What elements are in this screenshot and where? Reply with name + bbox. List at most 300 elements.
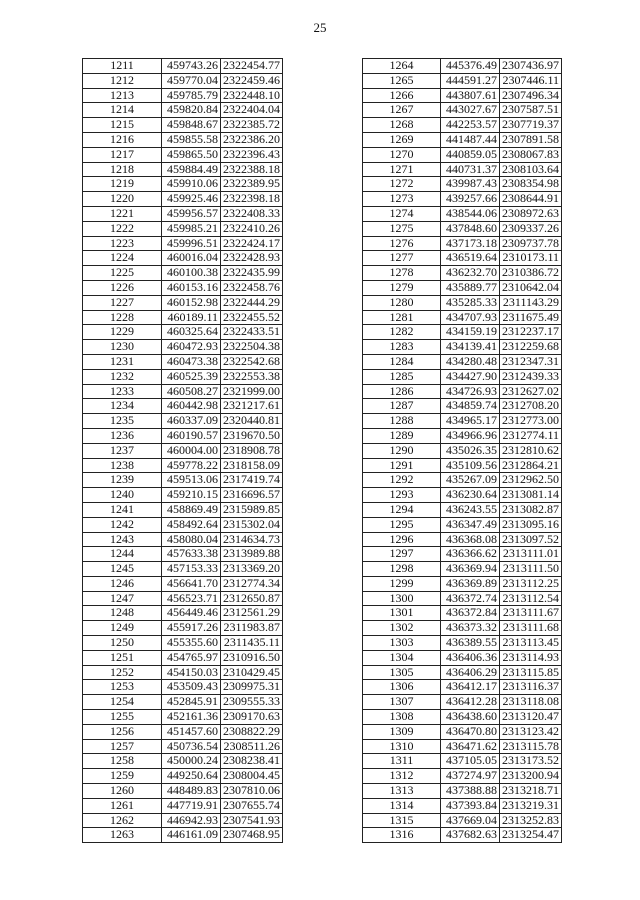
point-number-cell: 1226 xyxy=(83,280,162,295)
table-row xyxy=(83,828,283,843)
coordinate-table-left xyxy=(82,58,283,843)
y-coordinate-cell: 2322398.18 xyxy=(221,192,283,207)
y-coordinate-cell: 2313112.25 xyxy=(500,576,562,591)
y-coordinate-cell: 2313173.52 xyxy=(500,754,562,769)
y-coordinate-cell: 2313111.01 xyxy=(500,547,562,562)
point-number-cell: 1213 xyxy=(83,88,162,103)
point-number-cell: 1286 xyxy=(363,384,441,399)
y-coordinate-cell: 2312810.62 xyxy=(500,443,562,458)
point-number-cell: 1215 xyxy=(83,118,162,133)
y-coordinate-cell: 2322424.17 xyxy=(221,236,283,251)
table-row xyxy=(83,73,283,88)
y-coordinate-cell: 2312962.50 xyxy=(500,473,562,488)
table-row xyxy=(83,695,283,710)
point-number-cell: 1231 xyxy=(83,354,162,369)
table-row xyxy=(363,784,562,799)
y-coordinate-cell: 2322389.95 xyxy=(221,177,283,192)
x-coordinate-cell: 450000.24 xyxy=(162,754,221,769)
table-row xyxy=(83,443,283,458)
point-number-cell: 1276 xyxy=(363,236,441,251)
point-number-cell: 1289 xyxy=(363,428,441,443)
point-number-cell: 1225 xyxy=(83,266,162,281)
table-row xyxy=(363,236,562,251)
point-number-cell: 1251 xyxy=(83,650,162,665)
x-coordinate-cell: 434139.41 xyxy=(441,340,500,355)
y-coordinate-cell: 2322553.38 xyxy=(221,369,283,384)
point-number-cell: 1316 xyxy=(363,828,441,843)
x-coordinate-cell: 436406.36 xyxy=(441,650,500,665)
table-row xyxy=(363,636,562,651)
table-row xyxy=(83,650,283,665)
table-row xyxy=(363,547,562,562)
point-number-cell: 1280 xyxy=(363,295,441,310)
point-number-cell: 1300 xyxy=(363,591,441,606)
y-coordinate-cell: 2322459.46 xyxy=(221,73,283,88)
x-coordinate-cell: 460472.93 xyxy=(162,340,221,355)
point-number-cell: 1259 xyxy=(83,769,162,784)
x-coordinate-cell: 459778.22 xyxy=(162,458,221,473)
point-number-cell: 1287 xyxy=(363,399,441,414)
point-number-cell: 1255 xyxy=(83,710,162,725)
x-coordinate-cell: 456449.46 xyxy=(162,606,221,621)
table-row xyxy=(83,266,283,281)
x-coordinate-cell: 446161.09 xyxy=(162,828,221,843)
table-row xyxy=(83,177,283,192)
y-coordinate-cell: 2309975.31 xyxy=(221,680,283,695)
point-number-cell: 1242 xyxy=(83,517,162,532)
point-number-cell: 1248 xyxy=(83,606,162,621)
point-number-cell: 1312 xyxy=(363,769,441,784)
point-number-cell: 1308 xyxy=(363,710,441,725)
x-coordinate-cell: 458080.04 xyxy=(162,532,221,547)
point-number-cell: 1292 xyxy=(363,473,441,488)
y-coordinate-cell: 2322444.29 xyxy=(221,295,283,310)
point-number-cell: 1309 xyxy=(363,724,441,739)
point-number-cell: 1294 xyxy=(363,502,441,517)
x-coordinate-cell: 437682.63 xyxy=(441,828,500,843)
table-row xyxy=(363,517,562,532)
table-row xyxy=(363,399,562,414)
table-row xyxy=(363,59,562,74)
y-coordinate-cell: 2312774.11 xyxy=(500,428,562,443)
table-row xyxy=(83,621,283,636)
table-row xyxy=(83,251,283,266)
point-number-cell: 1245 xyxy=(83,562,162,577)
x-coordinate-cell: 458869.49 xyxy=(162,502,221,517)
point-number-cell: 1293 xyxy=(363,488,441,503)
x-coordinate-cell: 452161.36 xyxy=(162,710,221,725)
y-coordinate-cell: 2312439.33 xyxy=(500,369,562,384)
point-number-cell: 1263 xyxy=(83,828,162,843)
x-coordinate-cell: 435109.56 xyxy=(441,458,500,473)
point-number-cell: 1278 xyxy=(363,266,441,281)
table-row xyxy=(363,206,562,221)
x-coordinate-cell: 440731.37 xyxy=(441,162,500,177)
point-number-cell: 1296 xyxy=(363,532,441,547)
table-row xyxy=(83,636,283,651)
x-coordinate-cell: 460153.16 xyxy=(162,280,221,295)
table-row xyxy=(363,73,562,88)
x-coordinate-cell: 459865.50 xyxy=(162,147,221,162)
table-row xyxy=(363,828,562,843)
point-number-cell: 1237 xyxy=(83,443,162,458)
table-row xyxy=(363,221,562,236)
table-row xyxy=(363,414,562,429)
y-coordinate-cell: 2313113.45 xyxy=(500,636,562,651)
y-coordinate-cell: 2322455.52 xyxy=(221,310,283,325)
point-number-cell: 1256 xyxy=(83,724,162,739)
table-row xyxy=(363,369,562,384)
table-row xyxy=(363,177,562,192)
y-coordinate-cell: 2313254.47 xyxy=(500,828,562,843)
x-coordinate-cell: 437388.88 xyxy=(441,784,500,799)
x-coordinate-cell: 443027.67 xyxy=(441,103,500,118)
y-coordinate-cell: 2308103.64 xyxy=(500,162,562,177)
point-number-cell: 1285 xyxy=(363,369,441,384)
y-coordinate-cell: 2322433.51 xyxy=(221,325,283,340)
table-row xyxy=(83,606,283,621)
y-coordinate-cell: 2318158.09 xyxy=(221,458,283,473)
table-row xyxy=(363,251,562,266)
point-number-cell: 1243 xyxy=(83,532,162,547)
x-coordinate-cell: 458492.64 xyxy=(162,517,221,532)
table-row xyxy=(363,280,562,295)
y-coordinate-cell: 2310386.72 xyxy=(500,266,562,281)
x-coordinate-cell: 440859.05 xyxy=(441,147,500,162)
table-row xyxy=(363,710,562,725)
y-coordinate-cell: 2322504.38 xyxy=(221,340,283,355)
point-number-cell: 1272 xyxy=(363,177,441,192)
x-coordinate-cell: 436389.55 xyxy=(441,636,500,651)
point-number-cell: 1303 xyxy=(363,636,441,651)
table-row xyxy=(83,547,283,562)
point-number-cell: 1228 xyxy=(83,310,162,325)
point-number-cell: 1249 xyxy=(83,621,162,636)
y-coordinate-cell: 2312650.87 xyxy=(221,591,283,606)
y-coordinate-cell: 2310916.50 xyxy=(221,650,283,665)
y-coordinate-cell: 2312347.31 xyxy=(500,354,562,369)
point-number-cell: 1236 xyxy=(83,428,162,443)
y-coordinate-cell: 2309170.63 xyxy=(221,710,283,725)
point-number-cell: 1271 xyxy=(363,162,441,177)
y-coordinate-cell: 2320440.81 xyxy=(221,414,283,429)
point-number-cell: 1221 xyxy=(83,206,162,221)
point-number-cell: 1270 xyxy=(363,147,441,162)
point-number-cell: 1275 xyxy=(363,221,441,236)
point-number-cell: 1223 xyxy=(83,236,162,251)
y-coordinate-cell: 2322386.20 xyxy=(221,132,283,147)
y-coordinate-cell: 2322408.33 xyxy=(221,206,283,221)
table-row xyxy=(83,59,283,74)
table-row xyxy=(83,784,283,799)
table-row xyxy=(363,813,562,828)
table-row xyxy=(363,266,562,281)
table-row xyxy=(363,591,562,606)
point-number-cell: 1261 xyxy=(83,798,162,813)
x-coordinate-cell: 436438.60 xyxy=(441,710,500,725)
point-number-cell: 1258 xyxy=(83,754,162,769)
y-coordinate-cell: 2313219.31 xyxy=(500,798,562,813)
table-row xyxy=(363,192,562,207)
y-coordinate-cell: 2311435.11 xyxy=(221,636,283,651)
y-coordinate-cell: 2322385.72 xyxy=(221,118,283,133)
y-coordinate-cell: 2318908.78 xyxy=(221,443,283,458)
table-row xyxy=(363,502,562,517)
x-coordinate-cell: 435889.77 xyxy=(441,280,500,295)
point-number-cell: 1234 xyxy=(83,399,162,414)
point-number-cell: 1239 xyxy=(83,473,162,488)
y-coordinate-cell: 2312864.21 xyxy=(500,458,562,473)
table-row xyxy=(363,103,562,118)
y-coordinate-cell: 2322428.93 xyxy=(221,251,283,266)
point-number-cell: 1265 xyxy=(363,73,441,88)
x-coordinate-cell: 436366.62 xyxy=(441,547,500,562)
table-row xyxy=(83,132,283,147)
table-row xyxy=(363,680,562,695)
x-coordinate-cell: 445376.49 xyxy=(441,59,500,74)
y-coordinate-cell: 2319670.50 xyxy=(221,428,283,443)
table-row xyxy=(363,606,562,621)
point-number-cell: 1257 xyxy=(83,739,162,754)
y-coordinate-cell: 2313123.42 xyxy=(500,724,562,739)
table-row xyxy=(83,813,283,828)
x-coordinate-cell: 434966.96 xyxy=(441,428,500,443)
y-coordinate-cell: 2308644.91 xyxy=(500,192,562,207)
table-row xyxy=(363,354,562,369)
x-coordinate-cell: 437393.84 xyxy=(441,798,500,813)
table-row xyxy=(83,532,283,547)
point-number-cell: 1212 xyxy=(83,73,162,88)
point-number-cell: 1273 xyxy=(363,192,441,207)
x-coordinate-cell: 436373.32 xyxy=(441,621,500,636)
x-coordinate-cell: 436369.94 xyxy=(441,562,500,577)
point-number-cell: 1282 xyxy=(363,325,441,340)
x-coordinate-cell: 437274.97 xyxy=(441,769,500,784)
point-number-cell: 1230 xyxy=(83,340,162,355)
y-coordinate-cell: 2313989.88 xyxy=(221,547,283,562)
x-coordinate-cell: 437105.05 xyxy=(441,754,500,769)
y-coordinate-cell: 2322448.10 xyxy=(221,88,283,103)
y-coordinate-cell: 2311983.87 xyxy=(221,621,283,636)
table-row xyxy=(363,118,562,133)
x-coordinate-cell: 434159.19 xyxy=(441,325,500,340)
x-coordinate-cell: 459855.58 xyxy=(162,132,221,147)
x-coordinate-cell: 436406.29 xyxy=(441,665,500,680)
y-coordinate-cell: 2315302.04 xyxy=(221,517,283,532)
x-coordinate-cell: 436372.84 xyxy=(441,606,500,621)
y-coordinate-cell: 2310642.04 xyxy=(500,280,562,295)
point-number-cell: 1224 xyxy=(83,251,162,266)
y-coordinate-cell: 2307719.37 xyxy=(500,118,562,133)
point-number-cell: 1305 xyxy=(363,665,441,680)
table-row xyxy=(83,798,283,813)
x-coordinate-cell: 454150.03 xyxy=(162,665,221,680)
x-coordinate-cell: 434726.93 xyxy=(441,384,500,399)
y-coordinate-cell: 2307436.97 xyxy=(500,59,562,74)
x-coordinate-cell: 460004.00 xyxy=(162,443,221,458)
y-coordinate-cell: 2312708.20 xyxy=(500,399,562,414)
table-row xyxy=(83,236,283,251)
y-coordinate-cell: 2313097.52 xyxy=(500,532,562,547)
table-row xyxy=(83,340,283,355)
table-row xyxy=(363,162,562,177)
x-coordinate-cell: 454765.97 xyxy=(162,650,221,665)
table-row xyxy=(83,428,283,443)
y-coordinate-cell: 2308822.29 xyxy=(221,724,283,739)
point-number-cell: 1301 xyxy=(363,606,441,621)
page-number: 25 xyxy=(313,20,327,35)
x-coordinate-cell: 456641.70 xyxy=(162,576,221,591)
table-row xyxy=(363,739,562,754)
table-row xyxy=(363,340,562,355)
table-row xyxy=(363,147,562,162)
table-row xyxy=(363,295,562,310)
table-row xyxy=(83,221,283,236)
x-coordinate-cell: 439257.66 xyxy=(441,192,500,207)
x-coordinate-cell: 460325.64 xyxy=(162,325,221,340)
y-coordinate-cell: 2311143.29 xyxy=(500,295,562,310)
y-coordinate-cell: 2322542.68 xyxy=(221,354,283,369)
table-row xyxy=(363,325,562,340)
point-number-cell: 1290 xyxy=(363,443,441,458)
table-row xyxy=(83,502,283,517)
y-coordinate-cell: 2322435.99 xyxy=(221,266,283,281)
table-row xyxy=(363,769,562,784)
point-number-cell: 1298 xyxy=(363,562,441,577)
y-coordinate-cell: 2308067.83 xyxy=(500,147,562,162)
x-coordinate-cell: 459884.49 xyxy=(162,162,221,177)
point-number-cell: 1269 xyxy=(363,132,441,147)
x-coordinate-cell: 446942.93 xyxy=(162,813,221,828)
x-coordinate-cell: 460525.39 xyxy=(162,369,221,384)
y-coordinate-cell: 2307468.95 xyxy=(221,828,283,843)
y-coordinate-cell: 2307810.06 xyxy=(221,784,283,799)
point-number-cell: 1299 xyxy=(363,576,441,591)
x-coordinate-cell: 436471.62 xyxy=(441,739,500,754)
table-row xyxy=(363,384,562,399)
point-number-cell: 1250 xyxy=(83,636,162,651)
table-row xyxy=(363,754,562,769)
y-coordinate-cell: 2322458.76 xyxy=(221,280,283,295)
point-number-cell: 1246 xyxy=(83,576,162,591)
x-coordinate-cell: 437173.18 xyxy=(441,236,500,251)
table-row xyxy=(363,724,562,739)
point-number-cell: 1229 xyxy=(83,325,162,340)
table-row xyxy=(363,428,562,443)
table-row xyxy=(363,562,562,577)
y-coordinate-cell: 2312237.17 xyxy=(500,325,562,340)
x-coordinate-cell: 436230.64 xyxy=(441,488,500,503)
point-number-cell: 1291 xyxy=(363,458,441,473)
table-row xyxy=(363,532,562,547)
point-number-cell: 1219 xyxy=(83,177,162,192)
point-number-cell: 1220 xyxy=(83,192,162,207)
x-coordinate-cell: 460016.04 xyxy=(162,251,221,266)
table-row xyxy=(363,488,562,503)
y-coordinate-cell: 2315989.85 xyxy=(221,502,283,517)
y-coordinate-cell: 2322454.77 xyxy=(221,59,283,74)
y-coordinate-cell: 2313115.78 xyxy=(500,739,562,754)
point-number-cell: 1295 xyxy=(363,517,441,532)
x-coordinate-cell: 443807.61 xyxy=(441,88,500,103)
y-coordinate-cell: 2309555.33 xyxy=(221,695,283,710)
table-row xyxy=(363,443,562,458)
x-coordinate-cell: 450736.54 xyxy=(162,739,221,754)
x-coordinate-cell: 456523.71 xyxy=(162,591,221,606)
y-coordinate-cell: 2313369.20 xyxy=(221,562,283,577)
y-coordinate-cell: 2313111.50 xyxy=(500,562,562,577)
y-coordinate-cell: 2308238.41 xyxy=(221,754,283,769)
table-row xyxy=(363,576,562,591)
point-number-cell: 1297 xyxy=(363,547,441,562)
y-coordinate-cell: 2313116.37 xyxy=(500,680,562,695)
table-row xyxy=(83,591,283,606)
point-number-cell: 1281 xyxy=(363,310,441,325)
point-number-cell: 1253 xyxy=(83,680,162,695)
point-number-cell: 1240 xyxy=(83,488,162,503)
point-number-cell: 1279 xyxy=(363,280,441,295)
point-number-cell: 1307 xyxy=(363,695,441,710)
point-number-cell: 1241 xyxy=(83,502,162,517)
y-coordinate-cell: 2313120.47 xyxy=(500,710,562,725)
table-row xyxy=(83,88,283,103)
table-row xyxy=(363,88,562,103)
y-coordinate-cell: 2308972.63 xyxy=(500,206,562,221)
point-number-cell: 1232 xyxy=(83,369,162,384)
point-number-cell: 1283 xyxy=(363,340,441,355)
x-coordinate-cell: 460473.38 xyxy=(162,354,221,369)
table-row xyxy=(363,650,562,665)
table-row xyxy=(83,724,283,739)
table-row xyxy=(83,517,283,532)
x-coordinate-cell: 447719.91 xyxy=(162,798,221,813)
point-number-cell: 1211 xyxy=(83,59,162,74)
x-coordinate-cell: 459848.67 xyxy=(162,118,221,133)
coordinate-table-right xyxy=(362,58,562,843)
x-coordinate-cell: 435267.09 xyxy=(441,473,500,488)
y-coordinate-cell: 2313111.68 xyxy=(500,621,562,636)
y-coordinate-cell: 2321217.61 xyxy=(221,399,283,414)
table-row xyxy=(83,576,283,591)
coordinate-table-left-body xyxy=(83,59,283,843)
x-coordinate-cell: 459785.79 xyxy=(162,88,221,103)
x-coordinate-cell: 460337.09 xyxy=(162,414,221,429)
x-coordinate-cell: 459956.57 xyxy=(162,206,221,221)
table-row xyxy=(363,310,562,325)
table-row xyxy=(83,384,283,399)
table-row xyxy=(83,739,283,754)
table-row xyxy=(363,695,562,710)
x-coordinate-cell: 436519.64 xyxy=(441,251,500,266)
y-coordinate-cell: 2313252.83 xyxy=(500,813,562,828)
point-number-cell: 1252 xyxy=(83,665,162,680)
table-row xyxy=(83,473,283,488)
y-coordinate-cell: 2313095.16 xyxy=(500,517,562,532)
table-row xyxy=(83,399,283,414)
x-coordinate-cell: 460190.57 xyxy=(162,428,221,443)
x-coordinate-cell: 435285.33 xyxy=(441,295,500,310)
y-coordinate-cell: 2307655.74 xyxy=(221,798,283,813)
y-coordinate-cell: 2322396.43 xyxy=(221,147,283,162)
x-coordinate-cell: 436243.55 xyxy=(441,502,500,517)
point-number-cell: 1260 xyxy=(83,784,162,799)
table-row xyxy=(83,414,283,429)
table-row xyxy=(363,665,562,680)
table-row xyxy=(83,206,283,221)
x-coordinate-cell: 449250.64 xyxy=(162,769,221,784)
table-row xyxy=(83,103,283,118)
point-number-cell: 1274 xyxy=(363,206,441,221)
